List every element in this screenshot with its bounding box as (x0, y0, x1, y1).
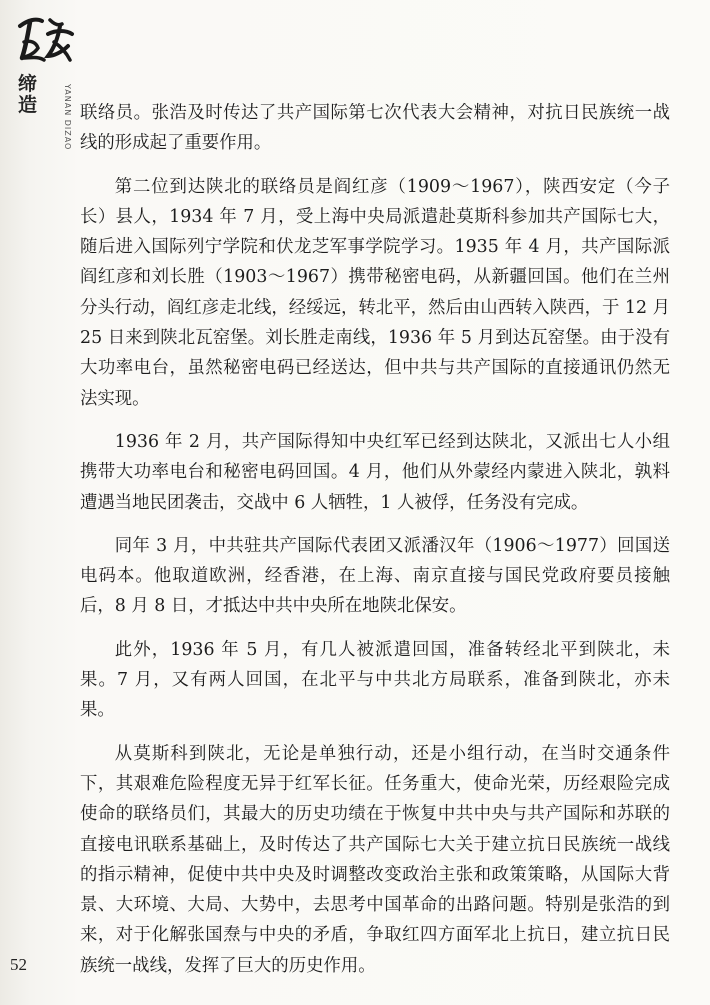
paragraph: 联络员。张浩及时传达了共产国际第七次代表大会精神，对抗日民族统一战线的形成起了重要作用。 (80, 103, 670, 154)
calligraphy-logo-icon (14, 12, 76, 70)
paragraph: 第二位到达陕北的联络员是阎红彦（1909～1967），陕西安定（今子长）县人，1934 年 7 月，受上海中央局派遣赴莫斯科参加共产国际七大，随后进入国际列宁学院和伏龙芝军事学院学习。1935 年 4 月，共产国际派阎红彦和刘长胜（1903～1967）携带秘密电码，从新疆回国。他们在兰州分头行动，阎红彦走北线，经绥远，转北平，然后由山西转入陕西，于 12 月 25 日来到陕北瓦窑堡。刘长胜走南线，1936 年 5 月到达瓦窑堡。由于没有大功率电台，虽然秘密电码已经送达，但中共与共产国际的直接通讯仍然无法实现。 (80, 176, 670, 409)
page-number: 52 (10, 955, 27, 974)
paragraph: 从莫斯科到陕北，无论是单独行动，还是小组行动，在当时交通条件下，其艰难危险程度无异于红军长征。任务重大，使命光荣，历经艰险完成使命的联络员们，其最大的历史功绩在于恢复中共中央与共产国际和苏联的直接电讯联系基础上，及时传达了共产国际七大关于建立抗日民族统一战线的指示精神，促使中共中央及时调整改变政治主张和政策策略，从国际大背景、大环境、大局、大势中，去思考中国革命的出路问题。特别是张浩的到来，对于化解张国焘与中央的矛盾，争取红四方面军北上抗日，建立抗日民族统一战线，发挥了巨大的历史作用。 (80, 743, 670, 976)
logo-pinyin: YANAN DIZAO (63, 84, 72, 151)
paragraph: 此外，1936 年 5 月，有几人被派遣回国，准备转经北平到陕北，未果。7 月，又有两人回国，在北平与中共北方局联系，准备到陕北，亦未果。 (80, 639, 670, 721)
book-logo (6, 12, 76, 151)
paragraph: 1936 年 2 月，共产国际得知中央红军已经到达陕北，又派出七人小组携带大功率电台和秘密电码回国。4 月，他们从外蒙经内蒙进入陕北，孰料遭遇当地民团袭击，交战中 6 人牺牲，1 人被俘，任务没有完成。 (80, 431, 670, 513)
body-text (80, 98, 670, 994)
paragraph: 同年 3 月，中共驻共产国际代表团又派潘汉年（1906～1977）回国送电码本。他取道欧洲，经香港，在上海、南京直接与国民党政府要员接触后，8 月 8 日，才抵达中共中央所在地陕北保安。 (80, 535, 670, 617)
logo-word: 缔造 (18, 73, 38, 116)
